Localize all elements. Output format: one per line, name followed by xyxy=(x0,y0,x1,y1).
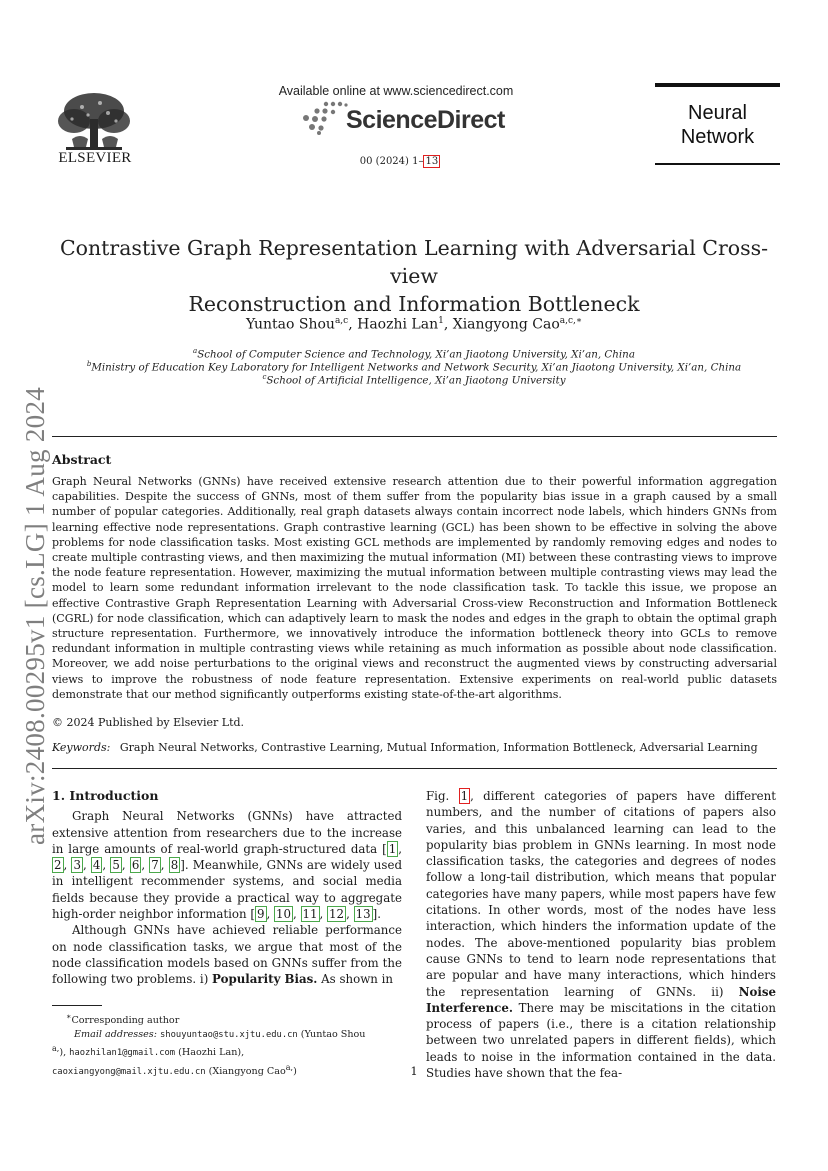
text: Fig. xyxy=(426,789,459,803)
intro-paragraph-1: Graph Neural Networks (GNNs) have attracted extensive attention from researchers due to the increase in large amounts of real-world graph-structured data [ 1 , 2 , 3 , 4 , 5 , 6 , 7 , 8 ]. Meanwhile, GNNs are widely used in intelligent recommender systems, and social media fields because they provide a practical way to aggregate high-order neighbor information [ 9 , 10 , 11 , 12 , 13 ]. xyxy=(52,809,402,922)
bold-term: Popularity Bias. xyxy=(212,972,318,987)
journal-box-top-rule xyxy=(655,83,780,87)
author-name: Xiangyong Cao xyxy=(452,316,560,333)
email-link[interactable]: haozhilan1@gmail.com xyxy=(69,1048,176,1059)
email-note xyxy=(52,1028,402,1043)
title-line1: Contrastive Graph Representation Learning with Adversarial Cross-view xyxy=(59,236,769,288)
journal-reference xyxy=(300,156,500,167)
author-affil-mark: 1 xyxy=(438,316,444,326)
affil-mark: a, xyxy=(285,1062,294,1072)
sciencedirect-wordmark: ScienceDirect xyxy=(346,106,505,134)
figure-link[interactable]: 1 xyxy=(460,789,469,803)
citation-link[interactable]: 10 xyxy=(276,907,292,922)
email-label: Email addresses: xyxy=(74,1028,157,1040)
intro-paragraph-2 xyxy=(52,922,402,987)
citation-link[interactable]: 1 xyxy=(388,841,397,856)
citation-link[interactable]: 7 xyxy=(151,858,159,873)
section-heading: 1. Introduction xyxy=(52,788,159,803)
text: Although GNNs have achieved reliable performance on node classification tasks, we argue that most of the node classification models based on GNNs suffer from the following two problems. i) xyxy=(52,923,402,987)
email-owner: (Haozhi Lan), xyxy=(178,1047,245,1059)
journal-name-line2: Network xyxy=(680,126,755,148)
text: As shown in xyxy=(317,972,394,987)
affil-text: Ministry of Education Key Laboratory for Intelligent Networks and Network Security, Xi’an Jiaotong University, Xi’an, China xyxy=(91,361,742,374)
copyright-icon: © xyxy=(52,716,63,729)
title-line2: Reconstruction and Information Bottleneck xyxy=(188,292,640,316)
abstract-body: Graph Neural Networks (GNNs) have received extensive research attention due to their powerful information aggregation capabilities. Despite the success of GNNs, most of them suffer from the popularity bias issue in a graph caused by a small number of popular categories. Additionally, real graph datasets always contain incorrect node labels, which hinders GNNs from learning effective node representations. Graph contrastive learning (GCL) has been shown to be effective in solving the above problems for node classification tasks. Most existing GCL methods are implemented by randomly removing edges and nodes to create multiple contrasting views, and then maximizing the mutual information (MI) between these contrasting views to improve the node feature representation. However, maximizing the mutual information between multiple contrasting views may lead the model to learn some redundant information irrelevant to the node classification task. To tackle this issue, we propose an effective Contrastive Graph Representation Learning with Adversarial Cross-view Reconstruction and Information Bottleneck (CGRL) for node classification, which can adaptively learn to mask the nodes and edges in the graph to obtain the optimal graph structure representation. Furthermore, we innovatively introduce the information bottleneck theory into GCLs to remove redundant information in multiple contrasting views while retaining as much information as possible about node classification. Moreover, we add noise perturbations to the original views and reconstruct the augmented views by constructing adversarial views to improve the robustness of node feature representation. Extensive experiments on real-world public datasets demonstrate that our method significantly outperforms existing state-of-the-art algorithms. xyxy=(52,475,777,701)
citation-link[interactable]: 6 xyxy=(131,858,140,873)
text: There may be miscitations in the citation process of papers (i.e., there is a citation relationship between two unrelated papers in different fields), which leads to noise in the information contained in the data. Studies have shown that the fea- xyxy=(426,1000,776,1081)
paper-title xyxy=(40,234,788,318)
footnote-rule xyxy=(52,1005,102,1006)
author-separator: , xyxy=(443,316,453,333)
text: , different categories of papers have different numbers, and the number of citations of papers also varies, and this unbalanced learning can lead to the popularity bias problem in GNNs learning. In most node classification tasks, the categories and degrees of nodes follow a long-tail distribution, which means that popular categories have many papers, while most papers have few citations. In other words, most of the nodes have less interaction, which hinders the information update of the nodes. The above-mentioned popularity bias problem cause GNNs to tend to learn node representations that are popular and have many interactions, which hinders the representation learning of GNNs. ii) xyxy=(426,789,777,999)
copyright-text: 2024 Published by Elsevier Ltd. xyxy=(66,716,245,729)
bold-term: Noise Interference. xyxy=(426,984,776,1015)
author-list xyxy=(40,316,788,333)
publisher-name: ELSEVIER xyxy=(58,150,132,166)
citation-link[interactable]: 8 xyxy=(170,858,179,873)
keywords-text: Graph Neural Networks, Contrastive Learning, Mutual Information, Information Bottleneck, Adversarial Learning xyxy=(119,741,758,754)
last-page-link[interactable]: 13 xyxy=(425,156,439,167)
journal-name-line1: Neural xyxy=(688,102,747,124)
journal-box-bottom-rule xyxy=(655,163,780,165)
author-affil-mark: a,c,∗ xyxy=(559,316,583,326)
email-link[interactable]: caoxiangyong@mail.xjtu.edu.cn xyxy=(52,1067,206,1078)
affiliation-c xyxy=(60,373,768,386)
page-number: 1 xyxy=(410,1064,418,1078)
citation-link[interactable]: 12 xyxy=(329,907,345,922)
email-note-cont2 xyxy=(52,1061,402,1080)
email-owner: (Xiangyong Cao xyxy=(208,1066,286,1078)
affil-text: School of Computer Science and Technology, Xi’an Jiaotong University, Xi’an, China xyxy=(197,348,635,361)
body-right-column xyxy=(426,788,776,1081)
affil-mark: a xyxy=(193,347,198,355)
author-name: Yuntao Shou xyxy=(245,316,335,333)
citation-link[interactable]: 13 xyxy=(355,907,371,922)
author-separator: , xyxy=(348,316,358,333)
citation-link[interactable]: 5 xyxy=(112,858,120,873)
citation-link[interactable]: 3 xyxy=(73,858,81,873)
body-left-column xyxy=(52,788,402,988)
journal-ref-prefix: 00 (2024) 1– xyxy=(359,156,424,167)
abstract-bottom-rule xyxy=(52,768,777,769)
citation-link[interactable]: 11 xyxy=(302,907,318,922)
citation-link[interactable]: 9 xyxy=(257,907,265,922)
text: . xyxy=(377,907,381,922)
footnotes xyxy=(52,1010,402,1080)
email-link[interactable]: shouyuntao@stu.xjtu.edu.cn xyxy=(160,1029,298,1040)
keywords-line xyxy=(52,741,758,754)
citation-link[interactable]: 2 xyxy=(54,858,62,873)
text: . Meanwhile, GNNs are widely used in intelligent recommender systems, and social media fields because they provide a practical way to aggregate high-order neighbor information xyxy=(52,858,402,922)
affiliation-a xyxy=(60,347,768,360)
text: Graph Neural Networks (GNNs) have attracted extensive attention from researchers due to the increase in large amounts of real-world graph-structured data xyxy=(52,809,402,856)
affiliation-b xyxy=(60,360,768,373)
abstract-top-rule xyxy=(52,436,777,437)
close-paren: ) xyxy=(59,1047,64,1059)
affil-text: School of Artificial Intelligence, Xi’an Jiaotong University xyxy=(266,374,566,387)
email-note-cont: $^{a,}$), haozhilan1@gmail.com (Haozhi Lan), xyxy=(52,1044,245,1059)
arxiv-identifier[interactable]: arXiv:2408.00295v1 [cs.LG] 1 Aug 2024 xyxy=(20,386,50,845)
affil-mark: b xyxy=(86,360,92,368)
intro-paragraph-cont xyxy=(426,788,776,1081)
sciencedirect-dots-icon xyxy=(300,101,348,135)
citation-link[interactable]: 4 xyxy=(92,858,101,873)
keywords-label: Keywords: xyxy=(52,741,111,754)
copyright-line xyxy=(52,716,244,729)
abstract-heading: Abstract xyxy=(52,452,112,467)
author-name: Haozhi Lan xyxy=(357,316,439,333)
corresponding-text: Corresponding author xyxy=(71,1015,180,1027)
journal-name xyxy=(655,101,780,149)
affil-mark: a, xyxy=(52,1044,60,1054)
available-online-text: Available online at www.sciencedirect.com xyxy=(278,84,514,98)
close-paren: ) xyxy=(293,1066,297,1078)
author-affil-mark: a,c xyxy=(334,316,349,326)
email-owner: (Yuntao Shou xyxy=(300,1028,366,1040)
footnote-mark: ∗ xyxy=(66,1012,72,1021)
affil-mark: c xyxy=(262,373,267,381)
corresponding-note xyxy=(52,1010,402,1028)
